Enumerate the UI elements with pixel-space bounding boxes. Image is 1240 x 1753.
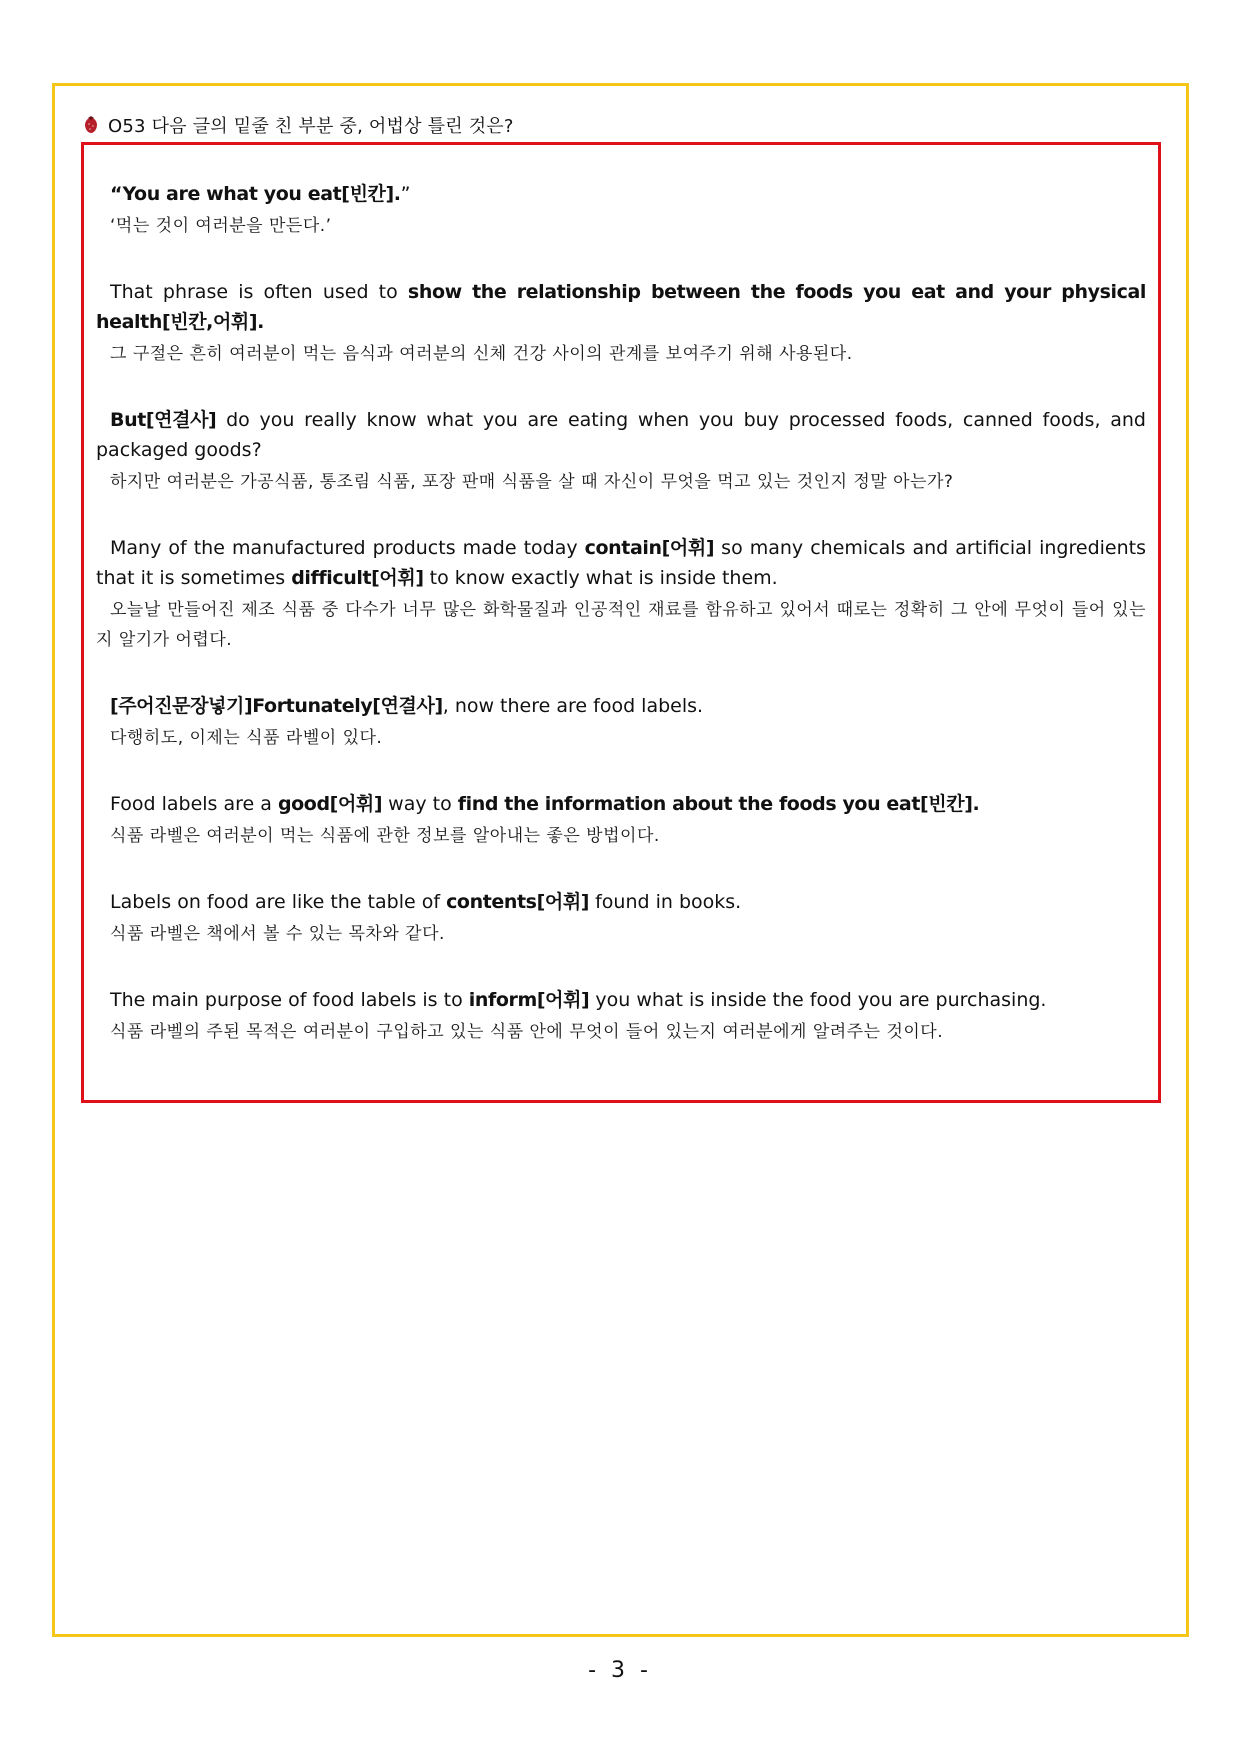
korean-translation: 다행히도, 이제는 식품 라벨이 있다. [110, 728, 383, 748]
underlined-segment: inform[어휘] [468, 989, 590, 1011]
sentence-text: way to [382, 793, 458, 815]
passage-paragraph-5 [96, 691, 1146, 753]
sentence-text: ” [400, 183, 411, 205]
sentence-text: to know exactly what is inside them. [423, 567, 778, 589]
strawberry-icon [84, 116, 98, 134]
underlined-segment: show the relationship between the foods you eat and your physical health[빈칸,어휘]. [96, 281, 1146, 333]
korean-translation: ‘먹는 것이 여러분을 만든다.’ [110, 216, 332, 236]
passage-paragraph-1 [96, 179, 1146, 241]
page-number: - 3 - [588, 1658, 652, 1683]
question-header [84, 112, 514, 138]
underlined-segment: contents[어휘] [446, 891, 590, 913]
passage-paragraph-3 [96, 405, 1146, 497]
sentence-text: , now there are food labels. [442, 695, 704, 717]
sentence-text: Many of the manufactured products made today [110, 537, 585, 559]
passage-paragraph-7 [96, 887, 1146, 949]
korean-translation: 식품 라벨은 책에서 볼 수 있는 목차와 같다. [110, 924, 445, 944]
english-sentence [96, 887, 1146, 917]
english-sentence [96, 691, 1146, 721]
english-sentence [96, 985, 1146, 1015]
underlined-segment: But[연결사] [110, 409, 217, 431]
english-sentence [96, 533, 1146, 593]
sentence-text: Food labels are a [110, 793, 278, 815]
passage-paragraph-8 [96, 985, 1146, 1047]
passage-paragraph-2 [96, 277, 1146, 369]
underlined-segment: contain[어휘] [584, 537, 715, 559]
passage-box [81, 142, 1161, 1103]
sentence-text: so many chemicals and artificial ingredients that it is sometimes [96, 537, 1146, 589]
sentence-text: do you really know what you are eating when you buy processed foods, canned foods, and packaged goods? [96, 409, 1146, 461]
underlined-segment: “You are what you eat[빈칸]. [110, 183, 401, 205]
korean-translation: 오늘날 만들어진 제조 식품 중 다수가 너무 많은 화학물질과 인공적인 재료를 함유하고 있어서 때로는 정확히 그 안에 무엇이 들어 있는지 알기가 어렵다. [96, 600, 1146, 650]
sentence-text: you what is inside the food you are purchasing. [589, 989, 1047, 1011]
korean-translation: 그 구절은 흔히 여러분이 먹는 음식과 여러분의 신체 건강 사이의 관계를 보여주기 위해 사용된다. [110, 344, 853, 364]
underlined-segment: good[어휘] [277, 793, 383, 815]
sentence-text: Labels on food are like the table of [110, 891, 447, 913]
question-text: O53 다음 글의 밑줄 친 부분 중, 어법상 틀린 것은? [108, 116, 514, 137]
underlined-segment: find the information about the foods you eat[빈칸]. [457, 793, 980, 815]
english-sentence [96, 179, 1146, 209]
underlined-segment: difficult[어휘] [291, 567, 424, 589]
passage-paragraph-6 [96, 789, 1146, 851]
sentence-text: The main purpose of food labels is to [110, 989, 469, 1011]
english-sentence [96, 277, 1146, 337]
underlined-segment: [주어진문장넣기]Fortunately[연결사] [110, 695, 443, 717]
korean-translation: 식품 라벨의 주된 목적은 여러분이 구입하고 있는 식품 안에 무엇이 들어 있는지 여러분에게 알려주는 것이다. [110, 1022, 944, 1042]
english-sentence [96, 405, 1146, 465]
korean-translation: 식품 라벨은 여러분이 먹는 식품에 관한 정보를 알아내는 좋은 방법이다. [110, 826, 660, 846]
korean-translation: 하지만 여러분은 가공식품, 통조림 식품, 포장 판매 식품을 살 때 자신이 무엇을 먹고 있는 것인지 정말 아는가? [110, 472, 954, 492]
passage-paragraph-4 [96, 533, 1146, 655]
sentence-text: That phrase is often used to [110, 281, 408, 303]
english-sentence [96, 789, 1146, 819]
sentence-text: found in books. [589, 891, 742, 913]
